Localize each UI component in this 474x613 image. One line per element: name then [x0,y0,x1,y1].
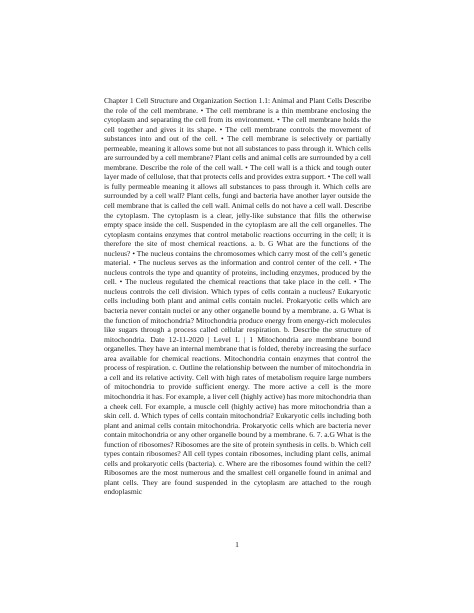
page-number: 1 [235,540,239,549]
body-text: Chapter 1 Cell Structure and Organization Section 1.1: Animal and Plant Cells Describe the role of the cell membrane. • The cell membrane is a thin membrane enclosing the cytoplasm and separating the cell from its environment. • The cell membrane holds the cell together and gives it its shape. • The cell membrane controls the movement of substances into and out of the cell. • The cell membrane is selectively or partially permeable, meaning it allows some but not all substances to pass through it. Which cells are surrounded by a cell membrane? Plant cells and animal cells are surrounded by a cell membrane. Describe the role of the cell wall. • The cell wall is a thick and tough outer layer made of cellulose, that that protects cells and provides extra support. • The cell wall is fully permeable meaning it allows all substances to pass through it. Which cells are surrounded by a cell wall? Plant cells, fungi and bacteria have another layer outside the cell membrane that is called the cell wall. Animal cells do not have a cell wall. Describe the cytoplasm. The cytoplasm is a clear, jelly-like substance that fills the otherwise empty space inside the cell. Suspended in the cytoplasm are all the cell organelles. The cytoplasm contains enzymes that control metabolic reactions occurring in the cell; it is therefore the site of most chemical reactions. a. b. G What are the functions of the nucleus? • The nucleus contains the chromosomes which carry most of the cell’s genetic material. • The nucleus serves as the information and control center of the cell. • The nucleus controls the type and quantity of proteins, including enzymes, produced by the cell. • The nucleus regulated the chemical reactions that take place in the cell. • The nucleus controls the cell division. Which types of cells contain a nucleus? Eukaryotic cells including both plant and animal cells contain nuclei. Prokaryotic cells which are bacteria never contain nuclei or any other organelle bound by a membrane. a. G What is the function of mitochondria? Mitochondria produce energy from energy-rich molecules like sugars through a process called cellular respiration. b. Describe the structure of mitochondria. Date 12-11-2020 | Level L | 1 Mitochondria are membrane bound organelles. They have an internal membrane that is folded, thereby increasing the surface area available for chemical reactions. Mitochondria contain enzymes that control the process of respiration. c. Outline the relationship between the number of mitochondria in a cell and its relative activity. Cell with high rates of metabolism require large numbers of mitochondria to provide sufficient energy. The more active a cell is the more mitochondria it has. For example, a liver cell (highly active) has more mitochondria than a cheek cell. For example, a muscle cell (highly active) has more mitochondria than a skin cell. d. Which types of cells contain mitochondria? Eukaryotic cells including both plant and animal cells contain mitochondria. Prokaryotic cells which are bacteria never contain mitochondria or any other organelle bound by a membrane. 6. 7. a.G What is the function of ribosomes? Ribosomes are the site of protein synthesis in cells. b. Which cell types contain ribosomes? All cell types contain ribosomes, including plant cells, animal cells and prokaryotic cells (bacteria). c. Where are the ribosomes found within the cell? Ribosomes are the most numerous and the smallest cell organelle found in animal and plant cells. They are found suspended in the cytoplasm are attached to the rough endoplasmic [104,96,371,497]
